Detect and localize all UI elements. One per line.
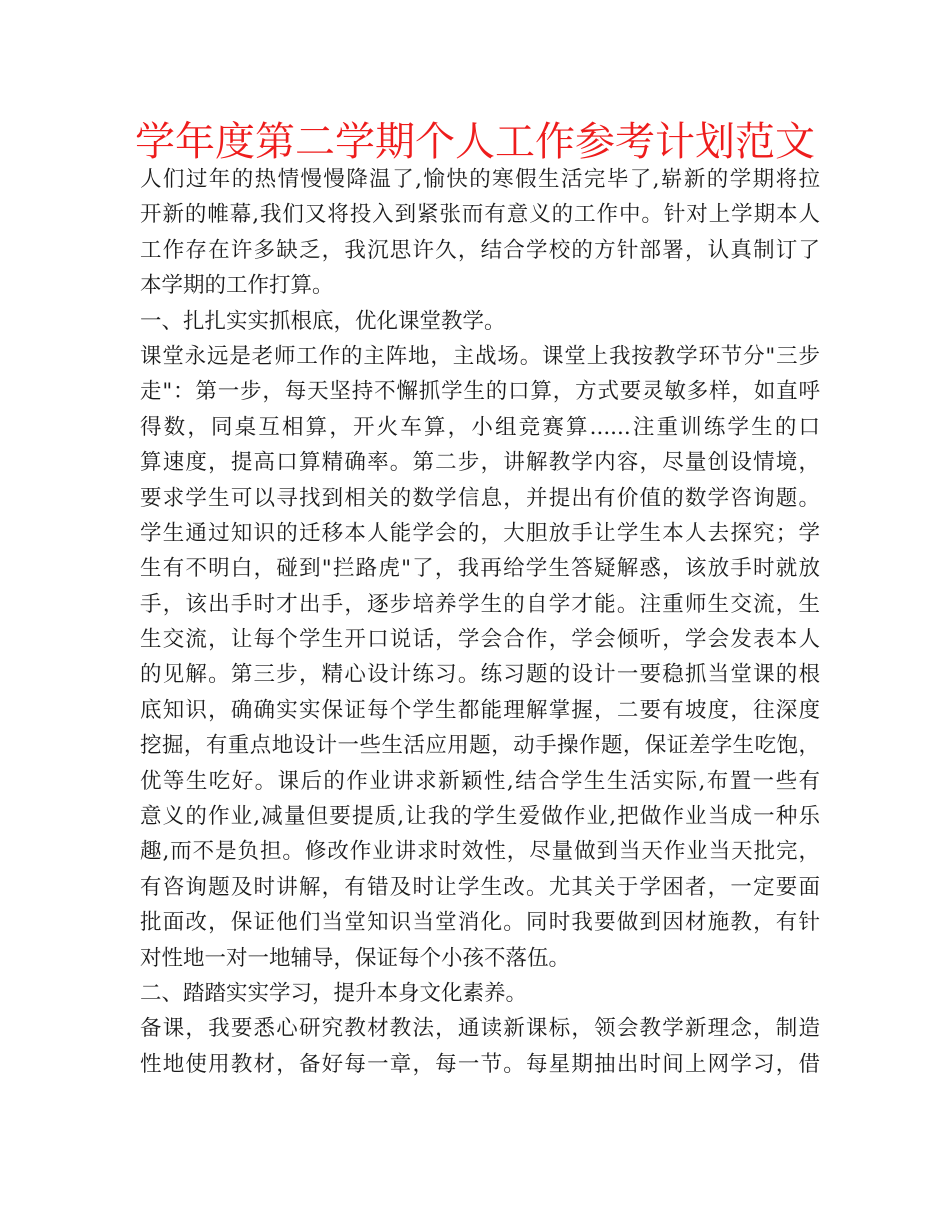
paragraph-line: 趣,而不是负担。修改作业讲求时效性，尽量做到当天作业当天批完，	[140, 839, 820, 865]
paragraph-line: 算速度，提高口算精确率。第二步，讲解教学内容，尽量创设情境，	[140, 450, 820, 476]
paragraph-line: 批面改，保证他们当堂知识当堂消化。同时我要做到因材施教，有针	[140, 910, 820, 936]
paragraph-line: 生有不明白，碰到"拦路虎"了，我再给学生答疑解惑，该放手时就放	[140, 556, 820, 582]
paragraph-line: 课堂永远是老师工作的主阵地，主战场。课堂上我按教学环节分"三步	[140, 343, 820, 369]
paragraph-line: 意义的作业,减量但要提质,让我的学生爱做作业,把做作业当成一种乐	[140, 804, 820, 830]
paragraph-line: 备课，我要悉心研究教材教法，通读新课标，领会教学新理念，制造	[140, 1016, 820, 1042]
paragraph-line: 人们过年的热情慢慢降温了,愉快的寒假生活完毕了,崭新的学期将拉	[140, 167, 820, 192]
paragraph-line: 性地使用教材，备好每一章，每一节。每星期抽出时间上网学习，借	[140, 1051, 820, 1077]
paragraph-line: 手，该出手时才出手，逐步培养学生的自学才能。注重师生交流，生	[140, 591, 820, 617]
paragraph-line: 挖掘，有重点地设计一些生活应用题，动手操作题，保证差学生吃饱，	[140, 733, 820, 759]
paragraph-line: 工作存在许多缺乏，我沉思许久，结合学校的方针部署，认真制订了	[140, 237, 820, 263]
paragraph-line: 要求学生可以寻找到相关的数学信息，并提出有价值的数学咨询题。	[140, 485, 820, 511]
paragraph-line: 底知识，确确实实保证每个学生都能理解掌握，二要有坡度，往深度	[140, 697, 820, 723]
document-body	[140, 162, 820, 1082]
paragraph-line: 对性地一对一地辅导，保证每个小孩不落伍。	[140, 945, 571, 971]
paragraph-line: 优等生吃好。课后的作业讲求新颖性,结合学生生活实际,布置一些有	[140, 768, 820, 794]
paragraph-line: 有咨询题及时讲解，有错及时让学生改。尤其关于学困者，一定要面	[140, 874, 820, 900]
paragraph-line: 学生通过知识的迁移本人能学会的，大胆放手让学生本人去探究；学	[140, 520, 820, 546]
paragraph-line: 走"：第一步，每天坚持不懈抓学生的口算，方式要灵敏多样，如直呼	[140, 379, 820, 405]
paragraph-line: 二、踏踏实实学习，提升本身文化素养。	[140, 980, 528, 1006]
document-title: 学年度第二学期个人工作参考计划范文	[135, 119, 815, 165]
paragraph-line: 的见解。第三步，精心设计练习。练习题的设计一要稳抓当堂课的根	[140, 662, 820, 688]
paragraph-line: 一、扎扎实实抓根底，优化课堂教学。	[140, 308, 506, 334]
paragraph-line: 得数，同桌互相算，开火车算，小组竞赛算......注重训练学生的口	[140, 414, 820, 440]
paragraph-line: 生交流，让每个学生开口说话，学会合作，学会倾听，学会发表本人	[140, 627, 820, 653]
paragraph-line: 本学期的工作打算。	[140, 273, 334, 299]
paragraph-line: 开新的帷幕,我们又将投入到紧张而有意义的工作中。针对上学期本人	[140, 202, 820, 228]
